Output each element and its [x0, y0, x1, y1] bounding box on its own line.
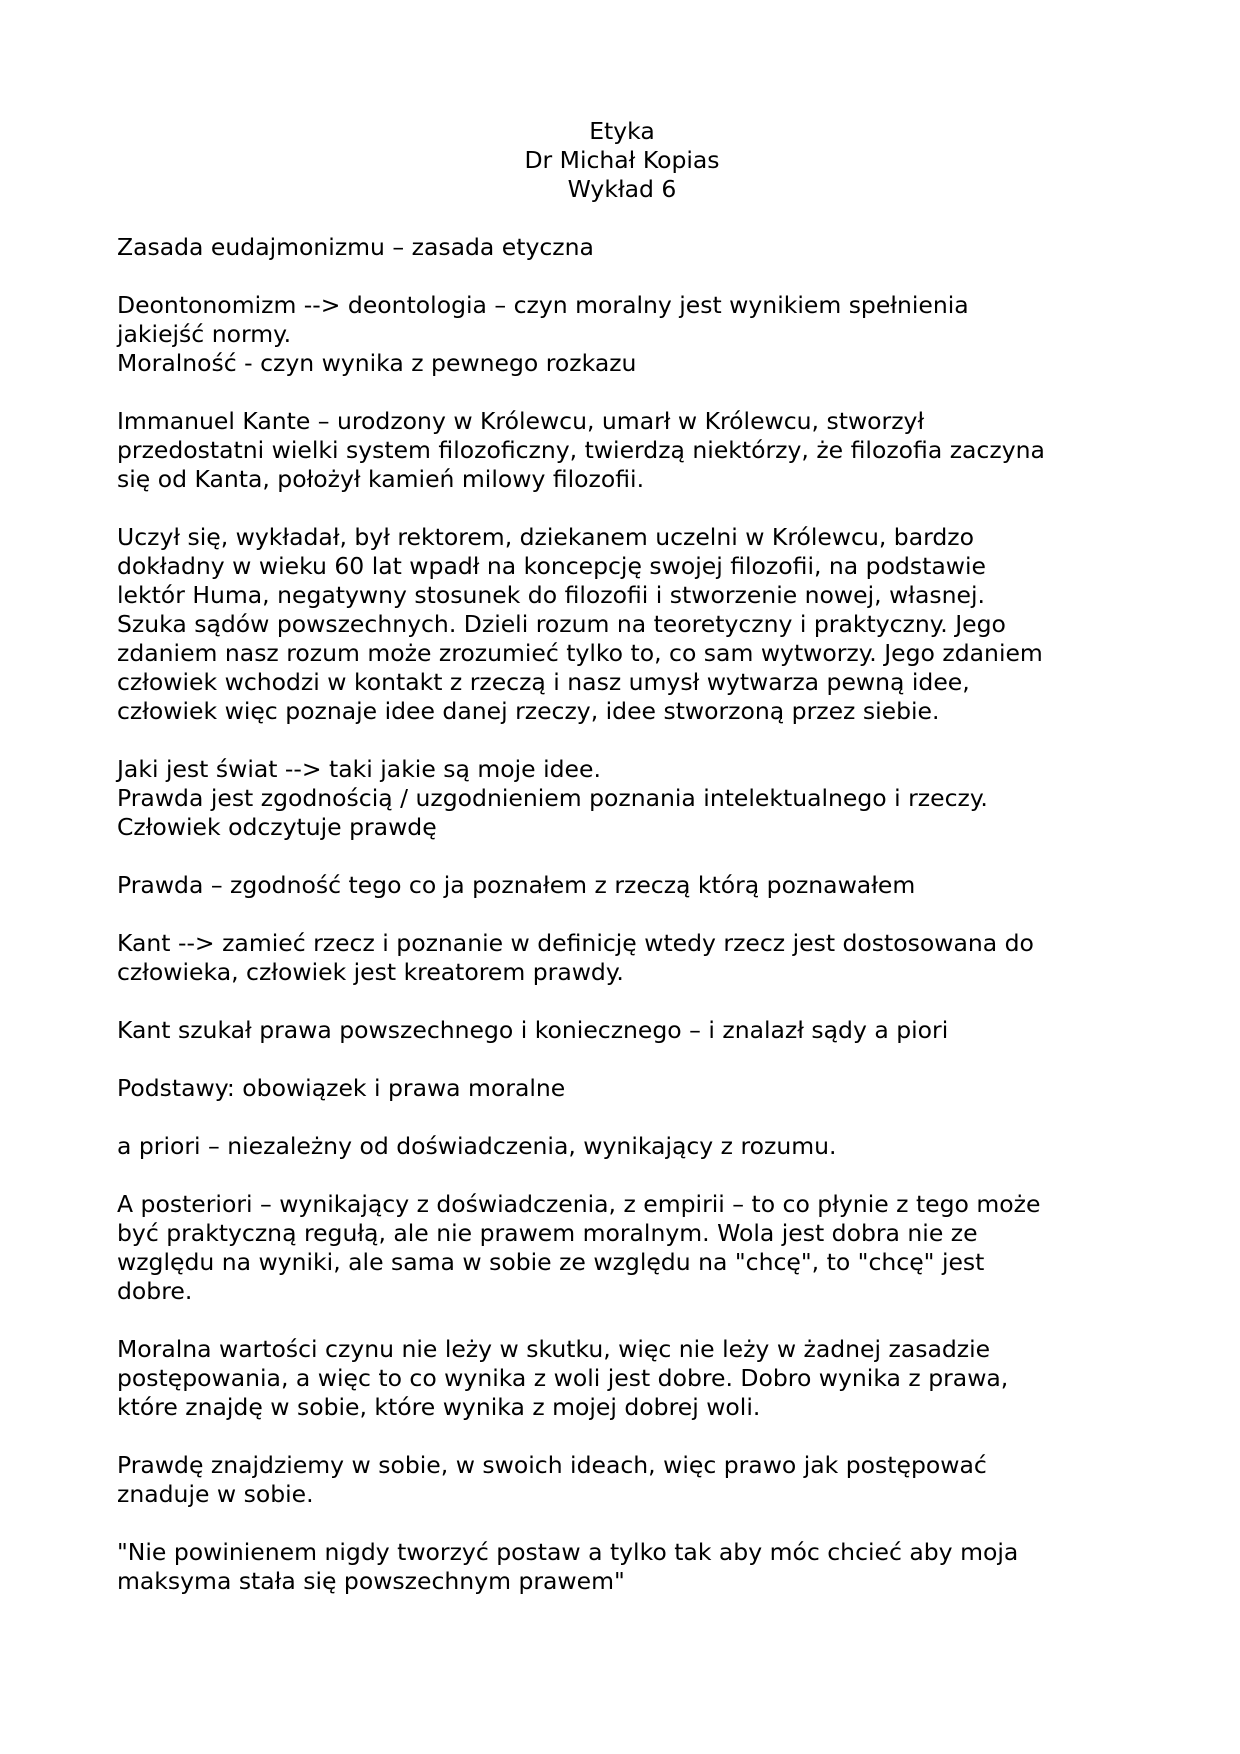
paragraph-kant-reversal: Kant --> zamieć rzecz i poznanie w definicję wtedy rzecz jest dostosowana do człowieka, człowiek jest kreatorem prawdy.	[117, 929, 1034, 986]
paragraph-moral-value: Moralna wartości czynu nie leży w skutku, więc nie leży w żadnej zasadzie postępowania, a więc to co wynika z woli jest dobre. Dobro wynika z prawa, które znajdę w sobie, które wynika z mojej dobrej woli.	[117, 1335, 1009, 1421]
paragraph-a-priori: a priori – niezależny od doświadczenia, wynikający z rozumu.	[117, 1132, 837, 1160]
paragraph-truth-definition: Prawda – zgodność tego co ja poznałem z rzeczą którą poznawałem	[117, 871, 916, 899]
document-page	[117, 117, 1127, 1625]
paragraph-maxim-quote: "Nie powinienem nigdy tworzyć postaw a tylko tak aby móc chcieć aby moja maksyma stała się powszechnym prawem"	[117, 1538, 1019, 1595]
paragraph-truth-within: Prawdę znajdziemy w sobie, w swoich ideach, więc prawo jak postępować znaduje w sobie.	[117, 1451, 987, 1508]
document-header	[117, 117, 1127, 204]
paragraph-universal-law: Kant szukał prawa powszechnego i koniecznego – i znalazł sądy a piori	[117, 1016, 949, 1044]
paragraph-deontonomism: Deontonomizm --> deontologia – czyn moralny jest wynikiem spełnienia jakiejść normy. Moralność - czyn wynika z pewnego rozkazu	[117, 291, 969, 377]
paragraph-a-posteriori: A posteriori – wynikający z doświadczenia, z empirii – to co płynie z tego może być praktyczną regułą, ale nie prawem moralnym. Wola jest dobra nie ze względu na wyniki, ale sama w sobie ze względu na "chcę", to "chcę" jest dobre.	[117, 1190, 1041, 1305]
document-lecture-number: Wykład 6	[567, 175, 677, 203]
paragraph-foundations: Podstawy: obowiązek i prawa moralne	[117, 1074, 566, 1102]
document-body	[117, 233, 1127, 1596]
document-title: Etyka	[589, 117, 655, 145]
paragraph-world-and-ideas: Jaki jest świat --> taki jakie są moje idee. Prawda jest zgodnością / uzgodnieniem poznania intelektualnego i rzeczy. Człowiek odczytuje prawdę	[117, 755, 988, 841]
paragraph-kant-bio: Immanuel Kante – urodzony w Królewcu, umarł w Królewcu, stworzył przedostatni wielki system filozoficzny, twierdzą niektórzy, że filozofia zaczyna się od Kanta, położył kamień milowy filozofii.	[117, 407, 1045, 493]
document-author: Dr Michał Kopias	[524, 146, 720, 174]
paragraph-kant-career: Uczył się, wykładał, był rektorem, dziekanem uczelni w Królewcu, bardzo dokładny w wieku 60 lat wpadł na koncepcję swojej filozofii, na podstawie lektór Huma, negatywny stosunek do filozofii i stworzenie nowej, własnej. Szuka sądów powszechnych. Dzieli rozum na teoretyczny i praktyczny. Jego zdaniem nasz rozum może zrozumieć tylko to, co sam wytworzy. Jego zdaniem człowiek wchodzi w kontakt z rzeczą i nasz umysł wytwarza pewną idee, człowiek więc poznaje idee danej rzeczy, idee stworzoną przez siebie.	[117, 523, 1043, 725]
paragraph-eudaimonism: Zasada eudajmonizmu – zasada etyczna	[117, 233, 594, 261]
